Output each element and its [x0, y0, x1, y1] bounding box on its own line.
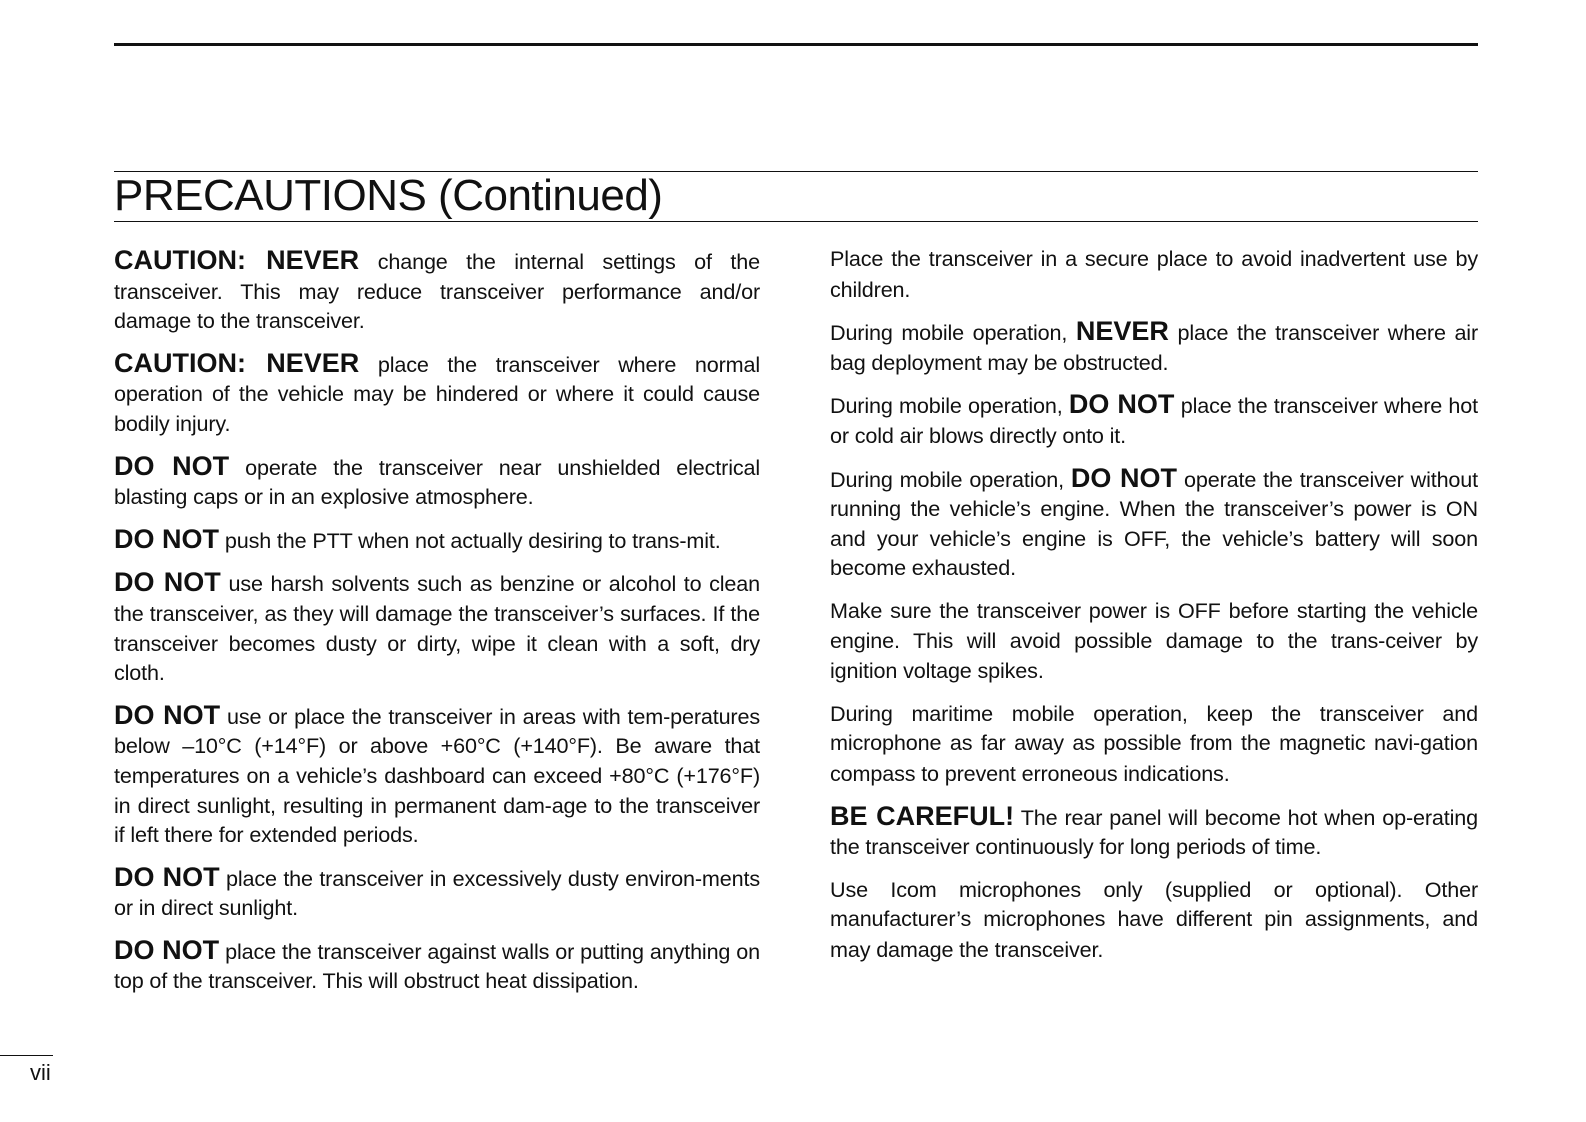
- precaution-paragraph: [114, 701, 760, 850]
- paragraph-text: Use Icom microphones only (supplied or optional). Other manufacturer’s microphones have different pin assignments, and may damage the transceiver.: [830, 876, 1478, 962]
- precaution-paragraph: [114, 936, 760, 996]
- paragraph-text: place the transceiver where hot or cold air blows directly onto it.: [830, 393, 1479, 448]
- precaution-paragraph: [830, 596, 1478, 686]
- paragraph-text: Place the transceiver in a secure place to avoid inadvertent use by children.: [830, 246, 1478, 302]
- paragraph-text: place the transceiver in excessively dusty environ-ments or in direct sunlight.: [114, 865, 760, 921]
- precaution-paragraph: [830, 390, 1478, 450]
- page-title: PRECAUTIONS (Continued): [114, 171, 663, 220]
- precaution-paragraph: [114, 568, 760, 687]
- precaution-paragraph: [830, 802, 1478, 862]
- warning-keyword: DO NOT: [114, 450, 230, 481]
- title-rule-bottom: [114, 221, 1478, 222]
- warning-keyword: DO NOT: [1070, 462, 1178, 493]
- precaution-paragraph: [830, 464, 1478, 583]
- precaution-paragraph: [830, 317, 1478, 377]
- left-column: [114, 246, 760, 1009]
- paragraph-text: The rear panel will become hot when op-erating the transceiver continuously for long periods of time.: [830, 804, 1478, 860]
- paragraph-text: push the PTT when not actually desiring to trans-mit.: [219, 527, 721, 553]
- right-column: [830, 244, 1478, 977]
- page-number-rule: [0, 1055, 53, 1056]
- paragraph-text: operate the transceiver without running the vehicle’s engine. When the transceiver’s power is ON and your vehicle’s engine is OFF, the vehicle’s battery will soon become exhausted.: [830, 466, 1478, 581]
- paragraph-text: use or place the transceiver in areas with tem-peratures below –10°C (+14°F) or above +60°C (+140°F). Be aware that temperatures on a vehicle’s dashboard can exceed +80°C (+176°F) in direct sunlight, resulting in permanent dam-age to the transceiver if left there for extended periods.: [114, 703, 760, 848]
- warning-keyword: CAUTION: NEVER: [114, 245, 360, 275]
- precaution-paragraph: [114, 349, 760, 439]
- precaution-paragraph: [830, 244, 1478, 304]
- warning-keyword: DO NOT: [114, 567, 221, 598]
- header-rule: [114, 43, 1478, 46]
- warning-keyword: DO NOT: [114, 861, 220, 892]
- paragraph-text: During maritime mobile operation, keep the transceiver and microphone as far away as possible from the magnetic navi-gation compass to prevent erroneous indications.: [830, 700, 1478, 786]
- paragraph-text: place the transceiver where normal operation of the vehicle may be hindered or where it could cause bodily injury.: [114, 351, 760, 436]
- precaution-paragraph: [830, 875, 1478, 965]
- precaution-paragraph: [114, 525, 760, 556]
- warning-keyword: BE CAREFUL!: [830, 800, 1015, 831]
- warning-keyword: NEVER: [1075, 316, 1169, 347]
- warning-keyword: CAUTION: NEVER: [114, 347, 360, 378]
- precaution-paragraph: [830, 699, 1478, 789]
- warning-keyword: DO NOT: [114, 523, 219, 554]
- warning-keyword: DO NOT: [114, 699, 221, 730]
- paragraph-text: Make sure the transceiver power is OFF before starting the vehicle engine. This will avoid possible damage to the trans-ceiver by ignition voltage spikes.: [830, 597, 1478, 684]
- paragraph-text: use harsh solvents such as benzine or alcohol to clean the transceiver, as they will damage the transceiver’s surfaces. If the transceiver becomes dusty or dirty, wipe it clean with a soft, dry cloth.: [114, 571, 760, 686]
- paragraph-text: place the transceiver where air bag deployment may be obstructed.: [830, 320, 1478, 375]
- page-number: vii: [30, 1060, 51, 1085]
- paragraph-text: operate the transceiver near unshielded electrical blasting caps or in an explosive atmosphere.: [114, 454, 760, 510]
- warning-keyword: DO NOT: [114, 934, 220, 965]
- precaution-paragraph: [114, 452, 760, 512]
- warning-keyword: DO NOT: [1068, 389, 1175, 420]
- paragraph-text: During mobile operation,: [830, 320, 1076, 346]
- paragraph-text: During mobile operation,: [830, 393, 1069, 419]
- precaution-paragraph: [114, 246, 760, 336]
- paragraph-text: During mobile operation,: [830, 466, 1071, 492]
- paragraph-text: place the transceiver against walls or putting anything on top of the transceiver. This will obstruct heat dissipation.: [114, 938, 760, 994]
- paragraph-text: change the internal settings of the transceiver. This may reduce transceiver performance and/or damage to the transceiver.: [114, 249, 760, 334]
- precaution-paragraph: [114, 863, 760, 923]
